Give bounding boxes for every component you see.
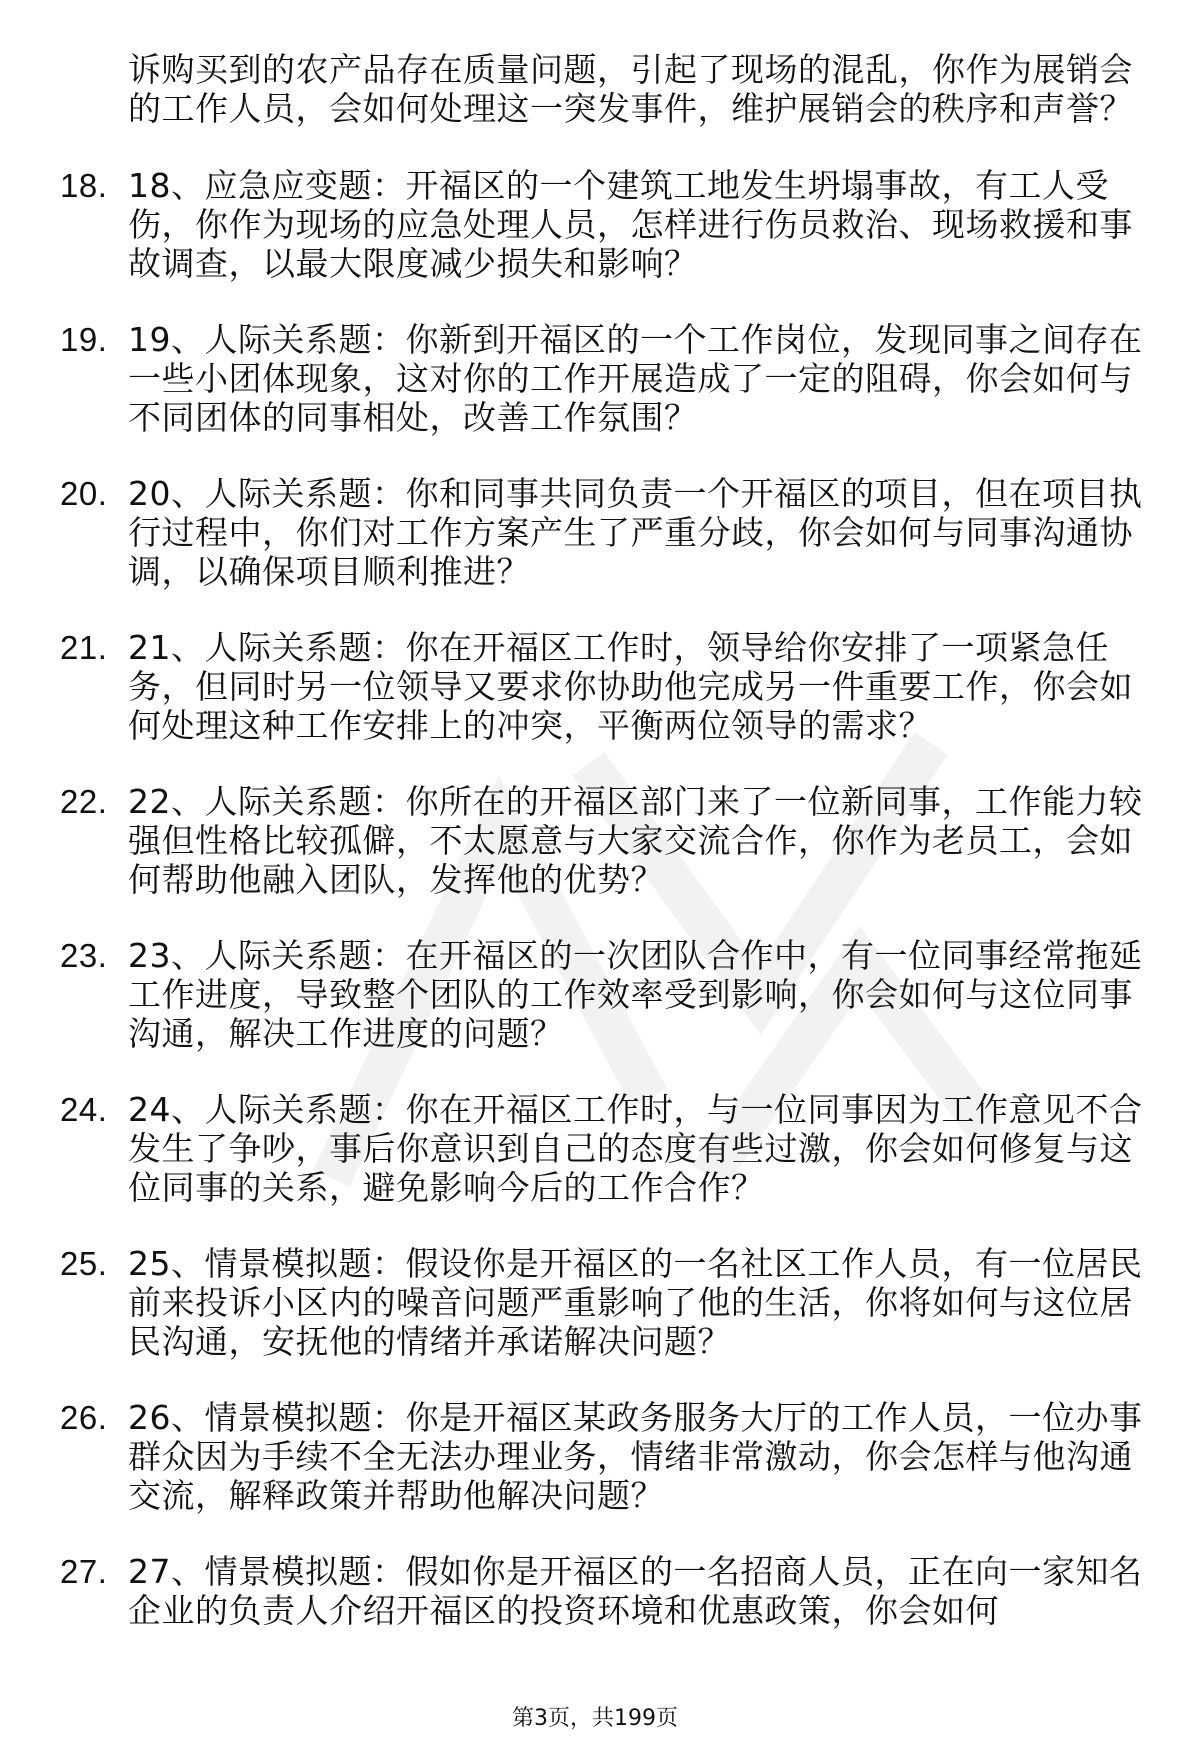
- question-text: 23、人际关系题：在开福区的一次团队合作中，有一位同事经常拖延工作进度，导致整个团队的工作效率受到影响，你会如何与这位同事沟通，解决工作进度的问题？: [128, 936, 1143, 1053]
- question-text: 24、人际关系题：你在开福区工作时，与一位同事因为工作意见不合发生了争吵，事后你意识到自己的态度有些过激，你会如何修复与这位同事的关系，避免影响今后的工作合作？: [128, 1090, 1143, 1207]
- question-item-25: [60, 1244, 1150, 1361]
- question-number: 22.: [60, 783, 108, 820]
- question-list: [60, 50, 1150, 1667]
- question-number: 27.: [60, 1553, 108, 1590]
- question-text: 19、人际关系题：你新到开福区的一个工作岗位，发现同事之间存在一些小团体现象，这对你的工作开展造成了一定的阻碍，你会如何与不同团体的同事相处，改善工作氛围？: [128, 320, 1143, 437]
- question-text: 27、情景模拟题：假如你是开福区的一名招商人员，正在向一家知名企业的负责人介绍开福区的投资环境和优惠政策，你会如何: [128, 1552, 1143, 1630]
- question-item-18: [60, 166, 1150, 283]
- question-text: 22、人际关系题：你所在的开福区部门来了一位新同事，工作能力较强但性格比较孤僻，不太愿意与大家交流合作，你作为老员工，会如何帮助他融入团队，发挥他的优势？: [128, 782, 1143, 899]
- question-text: 诉购买到的农产品存在质量问题，引起了现场的混乱，你作为展销会的工作人员，会如何处理这一突发事件，维护展销会的秩序和声誉？: [128, 50, 1133, 128]
- question-number: 21.: [60, 629, 108, 666]
- question-number: 24.: [60, 1091, 108, 1128]
- page-footer: [0, 1706, 1190, 1732]
- question-number: 25.: [60, 1245, 108, 1282]
- question-item-27: [60, 1552, 1150, 1630]
- question-text: 21、人际关系题：你在开福区工作时，领导给你安排了一项紧急任务，但同时另一位领导又要求你协助他完成另一件重要工作，你会如何处理这种工作安排上的冲突，平衡两位领导的需求？: [128, 628, 1133, 745]
- question-text: 25、情景模拟题：假设你是开福区的一名社区工作人员，有一位居民前来投诉小区内的噪音问题严重影响了他的生活，你将如何与这位居民沟通，安抚他的情绪并承诺解决问题？: [128, 1244, 1143, 1361]
- question-continuation: [60, 50, 1150, 128]
- question-text: 26、情景模拟题：你是开福区某政务服务大厅的工作人员，一位办事群众因为手续不全无法办理业务，情绪非常激动，你会怎样与他沟通交流，解释政策并帮助他解决问题？: [128, 1398, 1143, 1515]
- question-item-19: [60, 320, 1150, 437]
- question-number: 18.: [60, 167, 108, 204]
- question-item-23: [60, 936, 1150, 1053]
- question-number: 26.: [60, 1399, 108, 1436]
- question-item-20: [60, 474, 1150, 591]
- question-item-21: [60, 628, 1150, 745]
- question-item-24: [60, 1090, 1150, 1207]
- page-number: 第3页，共199页: [512, 1706, 678, 1731]
- question-number: 19.: [60, 321, 108, 358]
- question-text: 20、人际关系题：你和同事共同负责一个开福区的项目，但在项目执行过程中，你们对工作方案产生了严重分歧，你会如何与同事沟通协调，以确保项目顺利推进？: [128, 474, 1143, 591]
- question-number: 23.: [60, 937, 108, 974]
- question-item-22: [60, 782, 1150, 899]
- question-item-26: [60, 1398, 1150, 1515]
- question-number: 20.: [60, 475, 108, 512]
- question-text: 18、应急应变题：开福区的一个建筑工地发生坍塌事故，有工人受伤，你作为现场的应急处理人员，怎样进行伤员救治、现场救援和事故调查，以最大限度减少损失和影响？: [128, 166, 1133, 283]
